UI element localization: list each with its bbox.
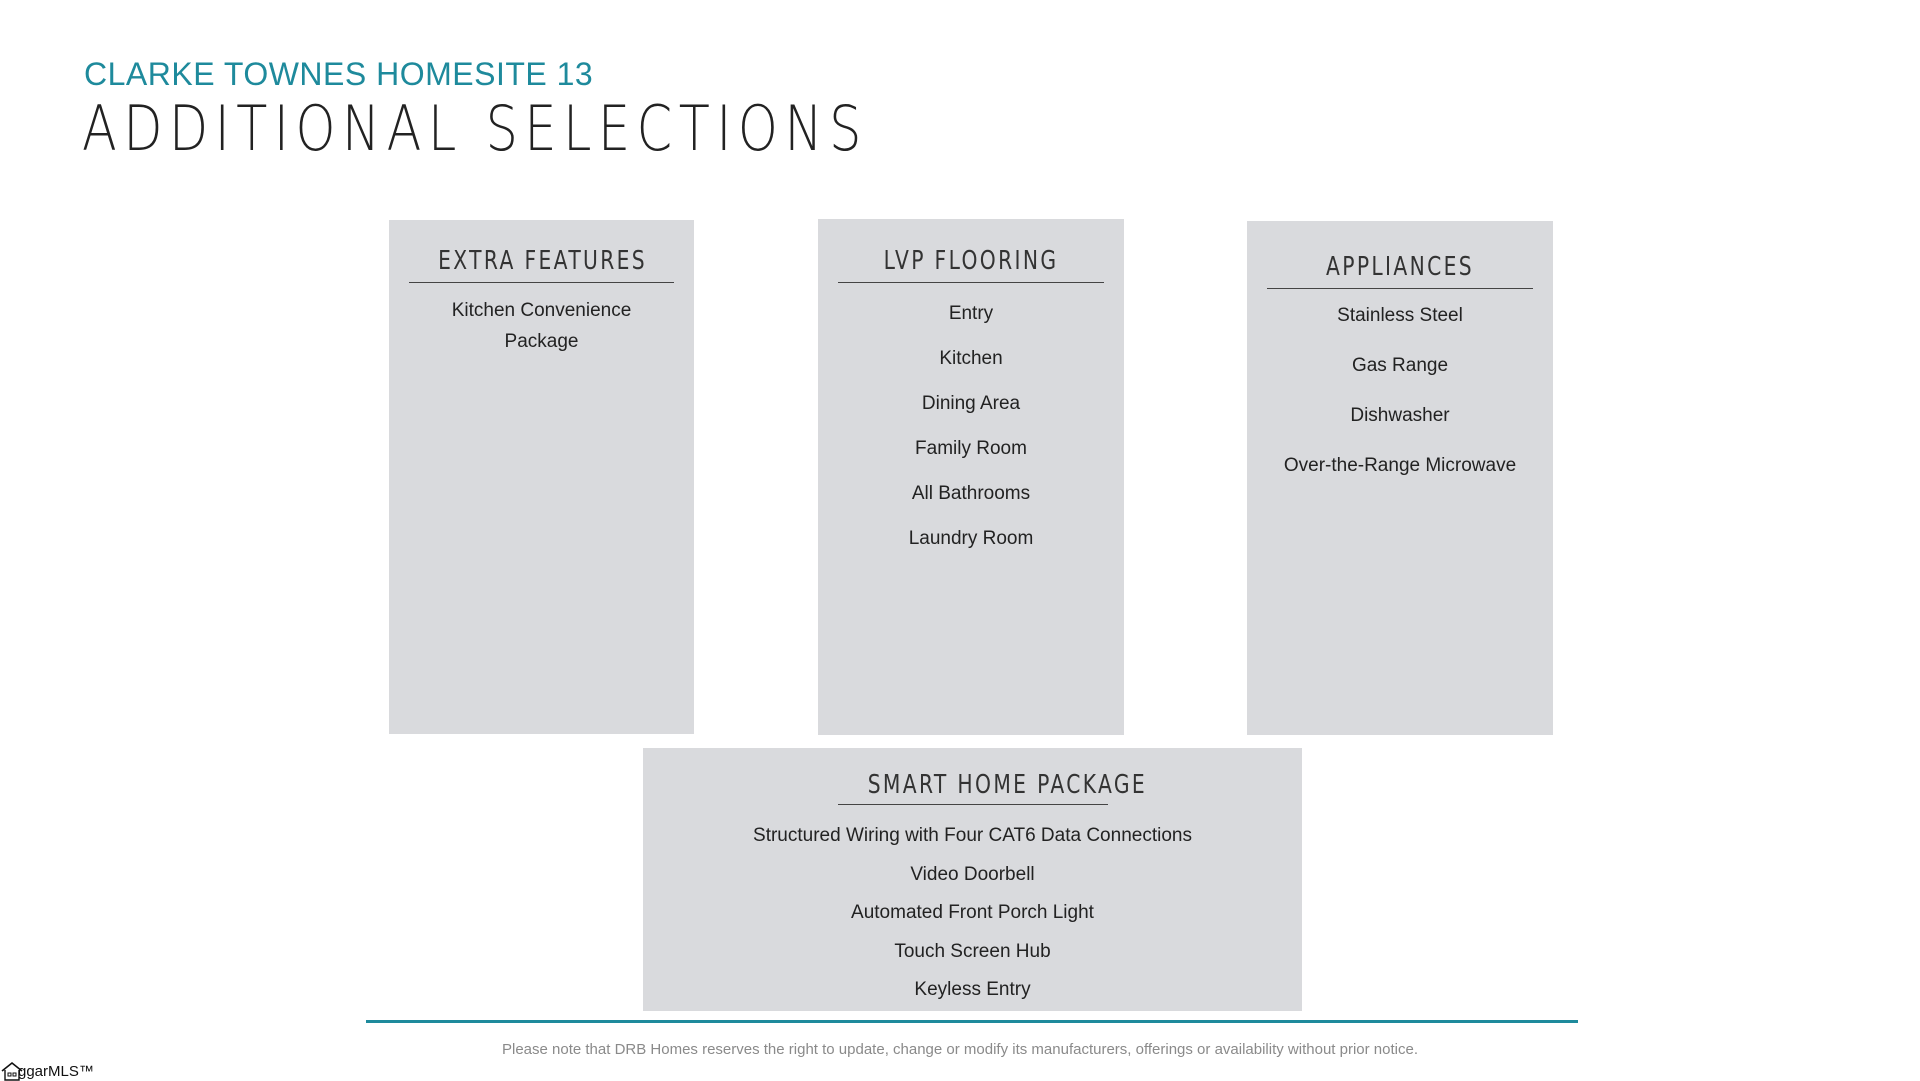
list-item: Package (504, 331, 579, 352)
list-item: Dining Area (921, 393, 1021, 414)
smart-home-list (643, 817, 1302, 1010)
lvp-flooring-heading: LVP FLOORING (883, 246, 1059, 276)
list-item: Gas Range (1351, 355, 1449, 376)
mls-logo (0, 1061, 94, 1081)
smart-home-heading: SMART HOME PACKAGE (867, 770, 1147, 800)
footer-divider (366, 1020, 1578, 1023)
smart-home-panel (643, 748, 1302, 1011)
logo-text: ggarMLS™ (18, 1062, 94, 1080)
appliances-panel (1247, 221, 1553, 735)
lvp-flooring-list (818, 289, 1124, 564)
list-item: Entry (948, 303, 994, 324)
list-item: Family Room (915, 438, 1027, 459)
list-item: Laundry Room (908, 528, 1034, 549)
appliances-heading-rule (1267, 252, 1533, 289)
disclaimer-text: Please note that DRB Homes reserves the right to update, change or modify its manufacturers, offerings or availability without prior notice. (501, 1041, 1418, 1058)
list-item: Automated Front Porch Light (851, 902, 1094, 923)
appliances-list (1247, 291, 1553, 491)
smart-home-heading-rule (838, 770, 1147, 805)
extra-features-list (389, 295, 694, 357)
list-item: Touch Screen Hub (894, 940, 1051, 962)
appliances-heading: APPLIANCES (1326, 252, 1474, 282)
lvp-flooring-heading-rule (838, 246, 1104, 283)
lvp-flooring-panel (818, 219, 1124, 735)
list-item: Kitchen Convenience (451, 300, 632, 321)
extra-features-panel (389, 220, 694, 734)
list-item: Keyless Entry (914, 979, 1031, 1000)
list-item: Video Doorbell (910, 863, 1035, 885)
list-item: Stainless Steel (1337, 305, 1463, 326)
extra-features-heading-rule (409, 246, 674, 283)
extra-features-heading: EXTRA FEATURES (438, 246, 648, 276)
list-item: All Bathrooms (911, 483, 1031, 504)
page-title: ADDITIONAL SELECTIONS (82, 92, 868, 165)
list-item: Dishwasher (1350, 405, 1450, 426)
list-item: Kitchen (939, 348, 1003, 369)
list-item: Over-the-Range Microwave (1283, 455, 1517, 476)
page-subtitle: CLARKE TOWNES HOMESITE 13 (84, 56, 594, 92)
list-item: Structured Wiring with Four CAT6 Data Connections (753, 825, 1192, 846)
